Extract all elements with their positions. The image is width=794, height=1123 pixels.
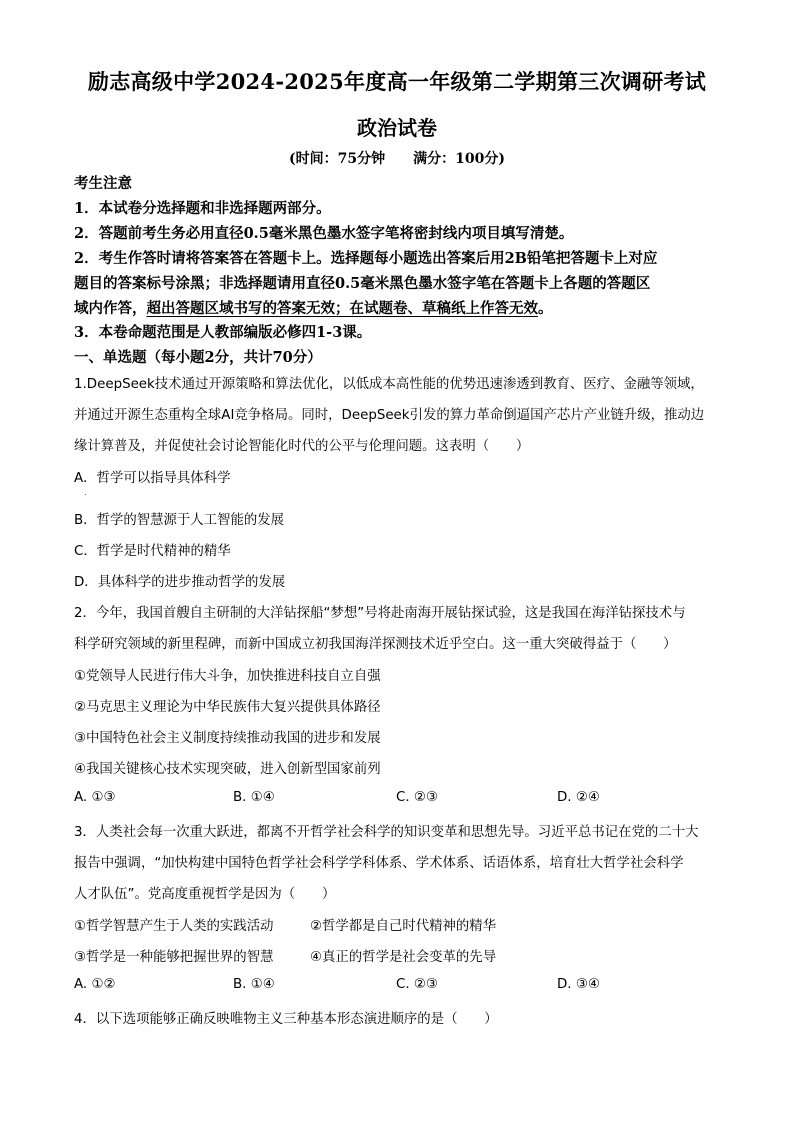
time-score-info: (时间：75分钟 满分：100分) (289, 151, 505, 167)
question-3-item: ①哲学智慧产生于人类的实践活动 (74, 919, 274, 934)
notice-period: 。 (538, 300, 553, 317)
notice-item (74, 297, 553, 318)
question-2-stem: 科学研究领域的新里程碑，而新中国成立初我国海洋探测技术近乎空白。这一重大突破得益于（ ） (74, 637, 677, 652)
question-1-option-c: C．哲学是时代精神的精华 (74, 544, 231, 559)
question-1-stem: 并通过开源生态重构全球AI竞争格局。同时，DeepSeek引发的算力革命倒逼国产芯片产业链升级，推动边 (74, 408, 705, 423)
notice-underlined-warning: 超出答题区域书写的答案无效；在试题卷、草稿纸上作答无效 (146, 300, 538, 317)
notice-item: 2．答题前考生务必用直径0.5毫米黑色墨水签字笔将密封线内项目填写清楚。 (74, 225, 574, 242)
question-1-option-b: B．哲学的智慧源于人工智能的发展 (74, 513, 285, 528)
notice-item: 3．本卷命题范围是人教部编版必修四1-3课。 (74, 324, 372, 341)
question-2-item: ④我国关键核心技术实现突破，进入创新型国家前列 (74, 762, 381, 777)
question-1-stem: 1.DeepSeek技术通过开源策略和算法优化，以低成本高性能的优势迅速渗透到教育、医疗、金融等领域， (74, 377, 704, 392)
question-2-item: ①党领导人民进行伟大斗争，加快推进科技自立自强 (74, 669, 381, 684)
question-3-option-a: A. ①② (74, 977, 116, 992)
question-3-option-c: C. ②③ (396, 977, 438, 992)
question-2-option-d: D. ②④ (557, 790, 600, 805)
section-heading: 一、单选题（每小题2分，共计70分） (74, 349, 322, 366)
question-3-stem: 3．人类社会每一次重大跃进，都离不开哲学社会科学的知识变革和思想先导。习近平总书记在党的二十大 (74, 825, 699, 840)
question-4-stem: 4．以下选项能够正确反映唯物主义三种基本形态演进顺序的是（ ） (74, 1012, 498, 1027)
question-2-stem: 2．今年，我国首艘自主研制的大洋钻探船“梦想”号将赴南海开展钻探试验，这是我国在海洋钻探技术与 (74, 606, 686, 621)
scan-dot: . (84, 488, 87, 497)
question-3-item: ④真正的哲学是社会变革的先导 (310, 950, 497, 965)
question-2-option-c: C. ②③ (396, 790, 438, 805)
exam-title: 励志高级中学2024-2025年度高一年级第二学期第三次调研考试 (87, 69, 707, 94)
question-3-option-d: D. ③④ (557, 977, 600, 992)
notice-text: 域内作答， (74, 300, 147, 317)
question-3-item: ③哲学是一种能够把握世界的智慧 (74, 950, 274, 965)
question-3-item: ②哲学都是自己时代精神的精华 (310, 919, 497, 934)
question-3-stem: 人才队伍”。党高度重视哲学是因为（ ） (74, 887, 336, 902)
question-1-stem: 缘计算普及，并促使社会讨论智能化时代的公平与伦理问题。这表明（ ） (74, 439, 530, 454)
question-1-option-d: D．具体科学的进步推动哲学的发展 (74, 575, 286, 590)
question-2-option-a: A. ①③ (74, 790, 116, 805)
question-2-option-b: B. ①④ (233, 790, 275, 805)
subject-title: 政治试卷 (357, 116, 437, 140)
notice-item: 题目的答案标号涂黑；非选择题请用直径0.5毫米黑色墨水签字笔在答题卡上各题的答题区 (74, 275, 651, 292)
notice-item: 1．本试卷分选择题和非选择题两部分。 (74, 200, 331, 217)
notice-heading: 考生注意 (74, 175, 132, 192)
question-3-option-b: B. ①④ (233, 977, 275, 992)
notice-item: 2．考生作答时请将答案答在答题卡上。选择题每小题选出答案后用2B铅笔把答题卡上对应 (74, 250, 658, 267)
question-1-option-a: A．哲学可以指导具体科学 (74, 471, 231, 486)
question-3-stem: 报告中强调，“加快构建中国特色哲学社会科学学科体系、学术体系、话语体系，培育壮大哲学社会科学 (74, 856, 684, 871)
question-2-item: ③中国特色社会主义制度持续推动我国的进步和发展 (74, 731, 381, 746)
question-2-item: ②马克思主义理论为中华民族伟大复兴提供具体路径 (74, 700, 381, 715)
